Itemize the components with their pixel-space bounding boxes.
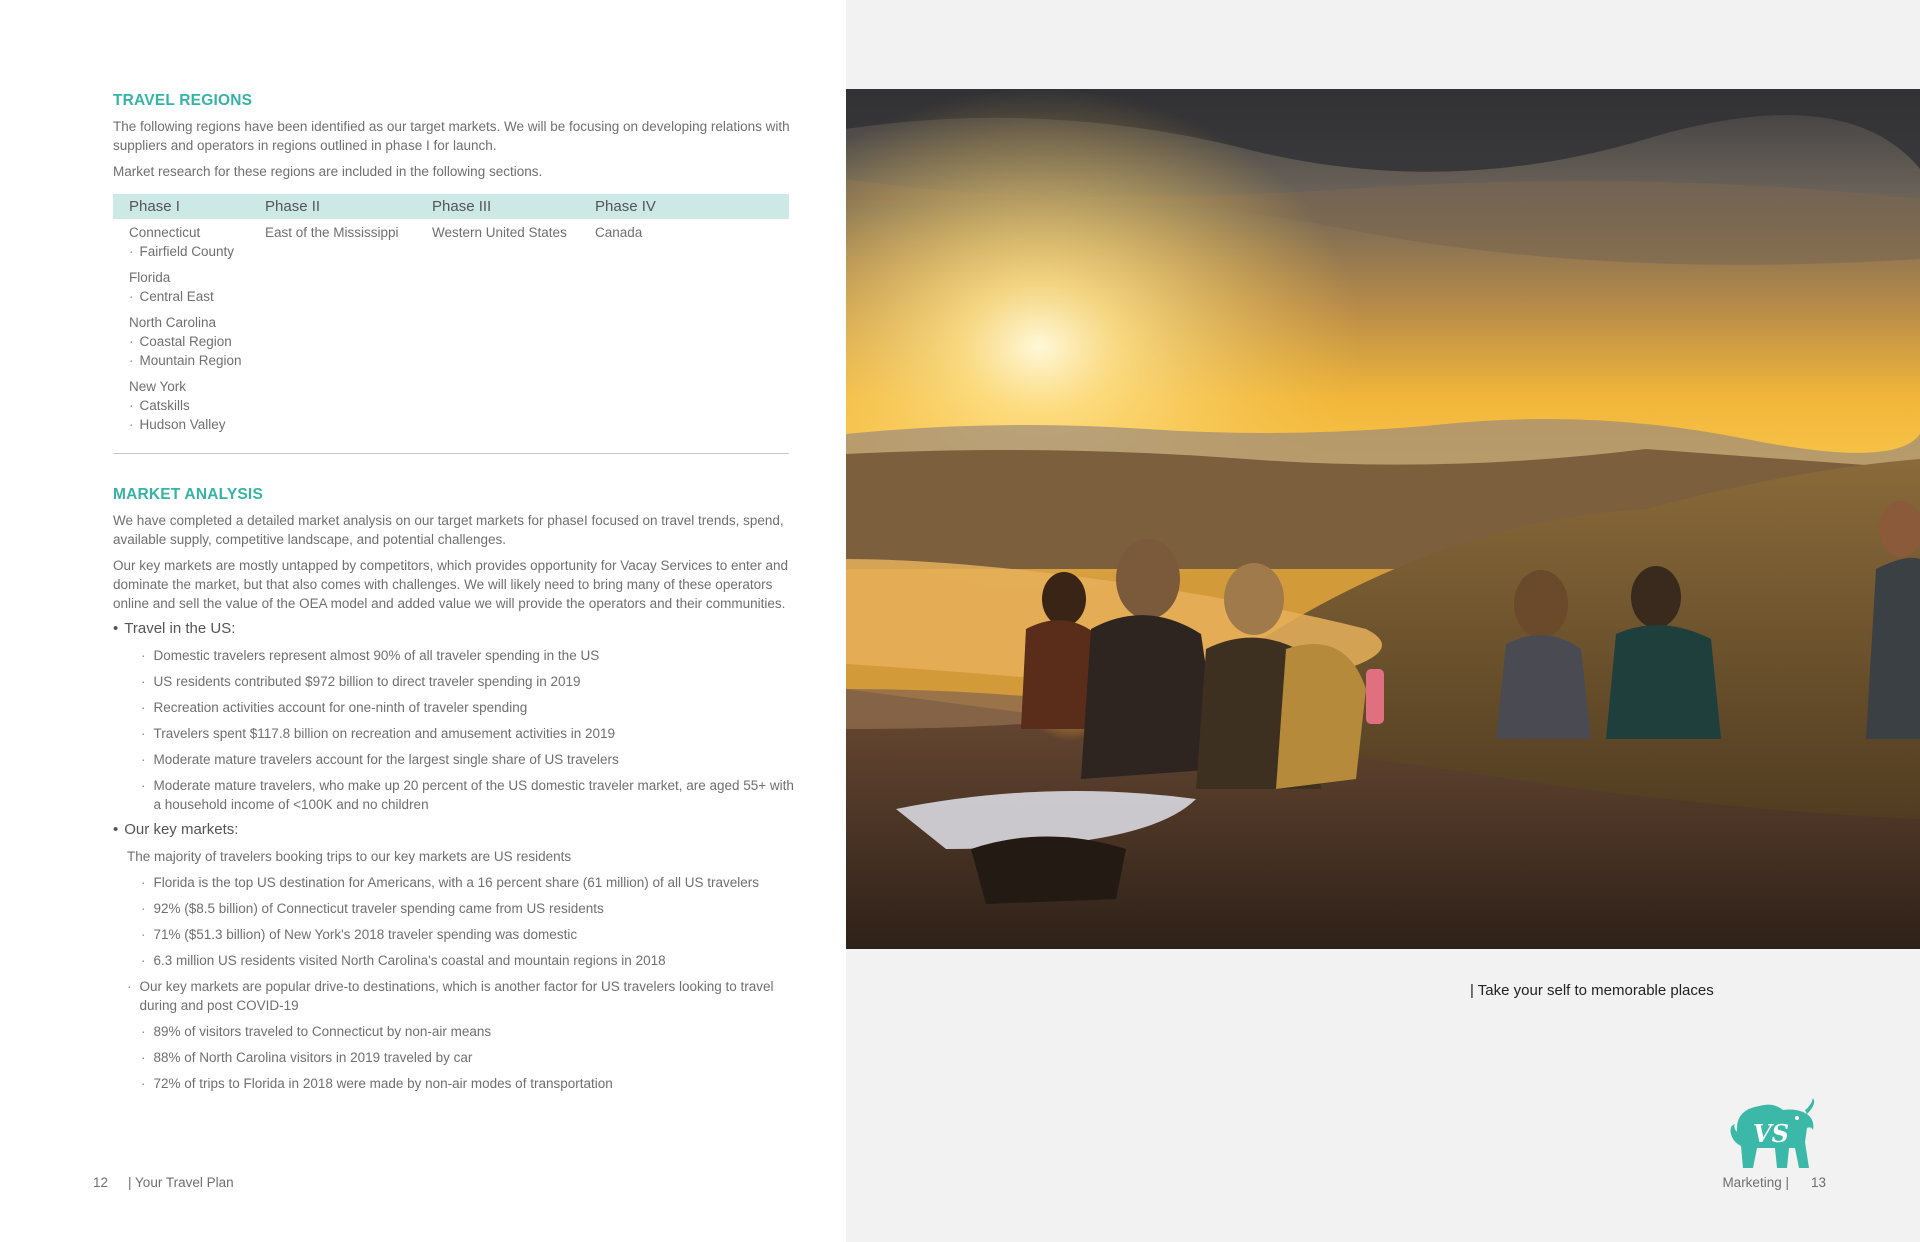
footer-label-right: Marketing | xyxy=(1722,1175,1789,1190)
region-sub xyxy=(129,287,265,306)
list-item xyxy=(113,951,803,970)
bullet: · xyxy=(141,674,146,689)
region-sub xyxy=(129,332,265,351)
footer-label-left: | Your Travel Plan xyxy=(128,1175,234,1190)
phase-table-header xyxy=(113,194,789,219)
list-item-text: US residents contributed $972 billion to direct traveler spending in 2019 xyxy=(153,674,581,689)
region-sub xyxy=(129,396,265,415)
photo-caption: | Take your self to memorable places xyxy=(1470,982,1714,999)
list-item xyxy=(113,698,803,717)
travel-regions-note: Market research for these regions are included in the following sections. xyxy=(113,164,543,179)
elephant-logo-icon xyxy=(1723,1096,1817,1172)
phase3-cell: Western United States xyxy=(432,225,567,240)
phase4-cell: Canada xyxy=(595,225,643,240)
bullet: · xyxy=(141,1076,146,1091)
key-markets-heading xyxy=(113,820,803,840)
region-sub xyxy=(129,415,265,434)
bullet: · xyxy=(141,1024,146,1039)
region-state: Connecticut xyxy=(129,225,201,240)
list-item xyxy=(113,925,803,944)
region-sub-label: Fairfield County xyxy=(139,244,235,259)
region-sub xyxy=(129,351,265,370)
list-item xyxy=(113,977,803,1015)
left-footer xyxy=(93,1175,234,1190)
bullet: · xyxy=(141,648,146,663)
market-analysis-title: MARKET ANALYSIS xyxy=(113,486,263,503)
region-state: North Carolina xyxy=(129,315,217,330)
page-number-left: 12 xyxy=(93,1175,109,1190)
list-item-text: Florida is the top US destination for Americans, with a 16 percent share (61 million) of all US travelers xyxy=(153,875,760,890)
section-divider xyxy=(113,453,789,454)
region-new-york xyxy=(129,377,265,434)
list-item-text: 89% of visitors traveled to Connecticut by non-air means xyxy=(153,1024,492,1039)
left-content xyxy=(113,92,803,1093)
travel-regions-intro: The following regions have been identified as our target markets. We will be focusing on developing relations with suppliers and operators in regions outlined in phase I for launch. xyxy=(113,119,790,153)
list-item-text: 88% of North Carolina visitors in 2019 traveled by car xyxy=(153,1050,473,1065)
bullet: · xyxy=(141,700,146,715)
bullet: • xyxy=(113,821,119,838)
bullet: · xyxy=(141,953,146,968)
travel-regions-title: TRAVEL REGIONS xyxy=(113,92,253,109)
region-sub-label: Hudson Valley xyxy=(139,417,226,432)
list-item-text: 6.3 million US residents visited North Carolina's coastal and mountain regions in 2018 xyxy=(153,953,666,968)
bullet: · xyxy=(141,901,146,916)
sunset-photo xyxy=(846,89,1920,949)
region-sub xyxy=(129,242,265,261)
list-item xyxy=(113,724,803,743)
list-item-text: Our key markets are popular drive-to destinations, which is another factor for US travelers looking to travel during and post COVID-19 xyxy=(139,979,774,1013)
sunset-photo-illustration xyxy=(846,89,1920,949)
bullet: · xyxy=(141,778,146,793)
region-sub-label: Coastal Region xyxy=(139,334,232,349)
bullet: · xyxy=(141,726,146,741)
bullet: · xyxy=(129,289,134,304)
right-footer xyxy=(1722,1175,1826,1190)
phase-table xyxy=(113,194,789,441)
travel-in-us-heading xyxy=(113,619,803,639)
region-north-carolina xyxy=(129,313,265,370)
phase-header-3: Phase III xyxy=(432,198,492,215)
bullet: · xyxy=(129,417,134,432)
phase-header-4: Phase IV xyxy=(595,198,656,215)
list-item-text: Recreation activities account for one-ninth of traveler spending xyxy=(153,700,528,715)
list-item-text: Travelers spent $117.8 billion on recreation and amusement activities in 2019 xyxy=(153,726,616,741)
bullet: · xyxy=(141,927,146,942)
list-item xyxy=(113,1048,803,1067)
list-item xyxy=(113,646,803,665)
bullet: · xyxy=(129,353,134,368)
region-sub-label: Central East xyxy=(139,289,214,304)
region-sub-label: Catskills xyxy=(139,398,190,413)
bullet: · xyxy=(141,752,146,767)
page-number-right: 13 xyxy=(1810,1175,1826,1190)
bullet: · xyxy=(129,334,134,349)
list-item xyxy=(113,899,803,918)
phase2-cell: East of the Mississippi xyxy=(265,225,399,240)
list-item-text: 92% ($8.5 billion) of Connecticut traveler spending came from US residents xyxy=(153,901,604,916)
list-item-text: Moderate mature travelers, who make up 20 percent of the US domestic traveler market, are aged 55+ with a household income of <100K and no children xyxy=(153,778,794,812)
region-state: New York xyxy=(129,379,187,394)
phase1-cell xyxy=(113,223,265,441)
region-florida xyxy=(129,268,265,306)
list-item-text: Moderate mature travelers account for the largest single share of US travelers xyxy=(153,752,619,767)
logo-monogram: VS xyxy=(1753,1119,1789,1148)
travel-in-us-label: Travel in the US: xyxy=(124,620,236,637)
list-item xyxy=(113,1022,803,1041)
list-item xyxy=(113,776,803,814)
list-item-text: 72% of trips to Florida in 2018 were made by non-air modes of transportation xyxy=(153,1076,613,1091)
list-item-text: Domestic travelers represent almost 90% of all traveler spending in the US xyxy=(153,648,600,663)
bullet: · xyxy=(141,1050,146,1065)
region-state: Florida xyxy=(129,270,171,285)
bullet: · xyxy=(141,875,146,890)
key-markets-intro: The majority of travelers booking trips to our key markets are US residents xyxy=(127,849,572,864)
key-markets-label: Our key markets: xyxy=(124,821,239,838)
bullet: • xyxy=(113,620,119,637)
region-sub-label: Mountain Region xyxy=(139,353,242,368)
market-analysis-paragraph-1: We have completed a detailed market analysis on our target markets for phaseI focused on travel trends, spend, available supply, competitive landscape, and potential challenges. xyxy=(113,513,784,547)
phase-table-body xyxy=(113,219,789,441)
bullet: · xyxy=(129,398,134,413)
left-page xyxy=(0,0,846,1242)
list-item xyxy=(113,1074,803,1093)
list-item xyxy=(113,750,803,769)
list-item xyxy=(113,873,803,892)
right-page xyxy=(846,0,1920,1242)
phase-header-1: Phase I xyxy=(129,198,180,215)
region-connecticut xyxy=(129,223,265,261)
bullet: · xyxy=(127,979,132,994)
phase-header-2: Phase II xyxy=(265,198,321,215)
list-item xyxy=(113,672,803,691)
market-analysis-paragraph-2: Our key markets are mostly untapped by competitors, which provides opportunity for Vacay Services to enter and dominate the market, but that also comes with challenges. We will likely need to bring many of these operators online and sell the value of the OEA model and added value we will provide the operators and their communities. xyxy=(113,558,789,611)
list-item-text: 71% ($51.3 billion) of New York's 2018 traveler spending was domestic xyxy=(153,927,578,942)
bullet: · xyxy=(129,244,134,259)
